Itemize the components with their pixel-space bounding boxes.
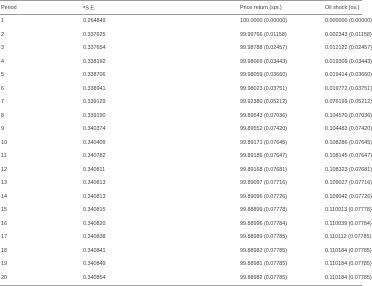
- cell-price-return: 99.88996 (0.07784): [240, 220, 288, 227]
- cell-oil-shock: 0.000000 (0.00000): [325, 18, 372, 24]
- cell-price-return: 99.88899 (0.07778): [240, 207, 288, 213]
- cell-period: 2: [1, 31, 4, 38]
- cell-oil-shock: 0.109042 (0.07726): [325, 193, 372, 200]
- cell-oil-shock: 0.110184 (0.07785): [325, 247, 372, 254]
- table-row: [0, 56, 362, 70]
- table-row: [0, 96, 362, 110]
- cell-se: 0.340374: [83, 126, 106, 132]
- cell-se: 0.339190: [83, 112, 106, 119]
- table-header: [0, 1, 362, 15]
- table-row: [0, 177, 362, 191]
- cell-period: 5: [1, 72, 4, 78]
- table-row: [0, 272, 362, 286]
- table-row: [0, 150, 362, 164]
- cell-oil-shock: 0.109027 (0.07716): [325, 180, 372, 186]
- table-row: [0, 69, 362, 83]
- cell-oil-shock: 0.019309 (0.03443): [325, 58, 372, 65]
- table-body: [0, 15, 372, 286]
- cell-oil-shock: 0.104570 (0.07036): [325, 112, 372, 119]
- cell-period: 20: [0, 272, 83, 286]
- cell-oil-shock: 0.019772 (0.03751): [325, 85, 372, 92]
- cell-se: 0.340849: [83, 261, 106, 267]
- cell-price-return: 99.98788 (0.02457): [240, 45, 288, 51]
- table-row: [0, 204, 362, 218]
- cell-price-return: 99.89186 (0.07647): [240, 153, 288, 159]
- cell-price-return: 99.89096 (0.07726): [240, 193, 288, 200]
- cell-se: 0.338941: [83, 85, 106, 92]
- cell-period: 7: [1, 99, 4, 105]
- cell-oil-shock: 0.108145 (0.07647): [325, 153, 372, 159]
- cell-price-return: 100.0000 (0.00000): [240, 18, 288, 24]
- cell-period: 8: [1, 112, 4, 119]
- cell-oil-shock: 0.108323 (0.07681): [325, 166, 372, 173]
- cell-price-return: 99.88981 (0.07785): [240, 261, 288, 267]
- cell-se: 0.340854: [83, 272, 240, 286]
- cell-oil-shock: 0.104483 (0.07420): [325, 126, 372, 132]
- cell-period: 13: [1, 180, 7, 186]
- cell-oil-shock: 0.110039 (0.07784): [325, 220, 372, 227]
- cell-oil-shock: 0.110184 (0.07785): [325, 261, 372, 267]
- table-row: [0, 231, 362, 245]
- cell-oil-shock: 0.110184 (0.07785): [325, 272, 362, 286]
- cell-oil-shock: 0.110013 (0.07778): [325, 207, 372, 213]
- header-se: [83, 1, 240, 15]
- cell-se: 0.340811: [83, 166, 106, 173]
- table-row: [0, 245, 362, 259]
- cell-period: 16: [1, 220, 7, 227]
- cell-period: 19: [1, 261, 7, 267]
- header-oil-shock: Oil shock (os.): [325, 1, 362, 15]
- cell-period: 10: [1, 139, 7, 146]
- cell-price-return: 99.89552 (0.07420): [240, 126, 288, 132]
- cell-se: 0.340820: [83, 220, 106, 227]
- cell-se: 0.337654: [83, 45, 106, 51]
- table-row: [0, 137, 362, 151]
- cell-price-return: 99.88982 (0.07785): [240, 272, 325, 286]
- table-row: [0, 191, 362, 205]
- cell-oil-shock: 0.108286 (0.07645): [325, 139, 372, 146]
- table-row: [0, 258, 362, 272]
- cell-oil-shock: 0.076199 (0.05212): [325, 99, 372, 105]
- cell-period: 12: [1, 166, 7, 173]
- cell-price-return: 99.89171 (0.07645): [240, 139, 288, 146]
- cell-price-return: 99.88982 (0.07785): [240, 247, 288, 254]
- cell-oil-shock: 0.019414 (0.03660): [325, 72, 372, 78]
- cell-price-return: 99.98069 (0.03443): [240, 58, 288, 65]
- cell-period: 15: [1, 207, 7, 213]
- cell-price-return: 99.92380 (0.05212): [240, 99, 288, 105]
- cell-se: 0.338706: [83, 72, 106, 78]
- cell-period: 6: [1, 85, 4, 92]
- table-row: [0, 29, 362, 43]
- header-row: [0, 1, 362, 15]
- cell-se: 0.264849: [83, 18, 106, 24]
- cell-se: 0.339129: [83, 99, 106, 105]
- cell-se: 0.340782: [83, 153, 106, 159]
- cell-price-return: 99.89097 (0.07716): [240, 180, 288, 186]
- cell-price-return: 99.99766 (0.01158): [240, 31, 287, 38]
- cell-oil-shock: 0.012122 (0.02457): [325, 45, 372, 51]
- table-row: [0, 164, 362, 178]
- cell-se: 0.340815: [83, 207, 106, 213]
- cell-price-return: 99.88989 (0.07785): [240, 234, 288, 240]
- cell-se: 0.340841: [83, 247, 106, 254]
- cell-period: 3: [1, 45, 4, 51]
- cell-price-return: 99.89543 (0.07036): [240, 112, 288, 119]
- table-row: [0, 123, 362, 137]
- cell-price-return: 99.98023 (0.03751): [240, 85, 288, 92]
- cell-price-return: 99.98059 (0.03660): [240, 72, 288, 78]
- cell-oil-shock: 0.110112 (0.07785): [325, 234, 372, 240]
- table-row: [0, 110, 362, 124]
- cell-period: 1: [1, 18, 4, 24]
- cell-se: 0.340813: [83, 193, 106, 200]
- table-row: [0, 42, 362, 56]
- cell-period: 9: [1, 126, 4, 132]
- cell-period: 18: [1, 247, 7, 254]
- cell-se: 0.338192: [83, 58, 106, 65]
- cell-period: 17: [1, 234, 7, 240]
- header-period: Period: [0, 1, 83, 15]
- table-row: [0, 15, 362, 29]
- header-se-label: S.E.: [85, 5, 96, 12]
- table-row: [0, 218, 362, 232]
- cell-period: 14: [1, 193, 7, 200]
- cell-oil-shock: 0.002343 (0.01158): [325, 31, 372, 38]
- cell-period: 4: [1, 58, 4, 65]
- table-row: [0, 83, 362, 97]
- header-se-superscript: a: [83, 3, 86, 9]
- cell-se: 0.337625: [83, 31, 106, 38]
- cell-price-return: 99.89168 (0.07681): [240, 166, 288, 173]
- cell-period: 11: [1, 153, 7, 159]
- cell-se: 0.340813: [83, 180, 106, 186]
- header-price-return: Price return (spr.): [240, 1, 325, 15]
- cell-se: 0.340838: [83, 234, 106, 240]
- cell-se: 0.340409: [83, 139, 106, 146]
